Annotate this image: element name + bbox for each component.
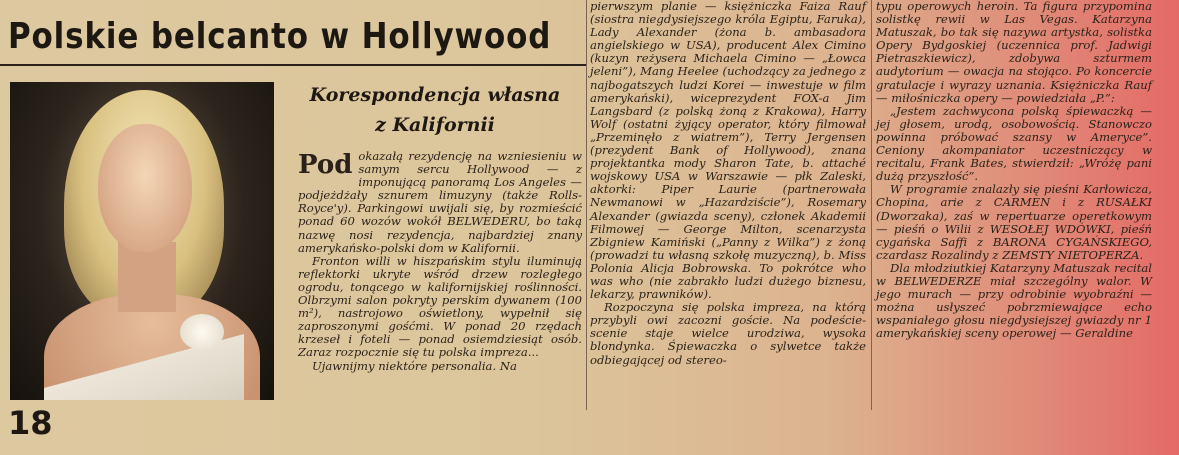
column-3-paragraph-4: Dla młodziutkiej Katarzyny Matuszak recital w BELWEDERZE miał szczególny walor. W jego murach — przy odrobinie wyobraźni — można usłyszeć pobrzmiewające echo wspaniałego głosu niegdysiejszej gwiazdy nr 1 amerykańskiej sceny operowej — Geraldine bbox=[876, 260, 1152, 341]
headline-rule bbox=[0, 64, 586, 66]
column-divider bbox=[586, 0, 587, 410]
drop-cap: Pod bbox=[298, 150, 353, 180]
column-1-paragraph-3: Ujawnijmy niektóre personalia. Na bbox=[312, 358, 517, 373]
column-2 bbox=[590, 0, 866, 367]
column-1-paragraph-1 bbox=[298, 150, 582, 255]
column-1-paragraph-1-text: okazałą rezydencję na wzniesieniu w samym sercu Hollywood — z imponującą panoramą Los Angeles — podjeżdżały sznurem limuzyny (także Rolls-Royce'y). Parkingowi uwijali się, by rozmieścić ponad 60 wozów wokół BELWEDERU, bo taką nazwę nosi rezydencja, najbardziej znany amerykańsko-polski dom w Kalifornii. bbox=[298, 149, 582, 255]
page-number: 18 bbox=[8, 404, 53, 442]
subhead-line-1: Korespondencja własna bbox=[309, 84, 561, 106]
photo-flower bbox=[180, 314, 224, 350]
singer-photo bbox=[10, 82, 274, 400]
headline: Polskie belcanto w Hollywood bbox=[8, 16, 552, 57]
column-1-paragraph-2: Fronton willi w hiszpańskim stylu iluminują reflektorki ukryte wśród drzew rozległego ogrodu, tonącego w kalifornijskiej roślinności. Olbrzymi salon pokryty perskim dywanem (100 m²), nastrojowo oświetlony, wypełnił się zaproszonymi gośćmi. W ponad 20 rzędach krzeseł i foteli — ponad osiemdziesiąt osób. Zaraz rozpocznie się tu polska impreza... bbox=[298, 253, 582, 360]
column-2-paragraph-1: pierwszym planie — księżniczka Faiza Rauf (siostra niegdysiejszego króla Egiptu, Faruka), Lady Alexander (żona b. ambasadora angielskiego w USA), producent Alex Cimino (kuzyn reżysera Michaela Cimino — „Łowca jeleni”), Mang Heelee (uchodzący za jednego z najbogatszych ludzi Korei — inwestuje w film amerykański), wiceprezydent FOX-a Jim Langsbard (z polską żoną z Krakowa), Harry Wolf (ostatni żyjący operator, który filmował „Przeminęło z wiatrem”), Terry Jergensen (prezydent Bank of Hollywood), znana projektantka mody Sharon Tate, b. attaché wojskowy USA w Warszawie — płk Zaleski, aktorki: Piper Laurie (partnerowała Newmanowi w „Hazardziście”), Rosemary Alexander (gwiazda sceny), członek Akademii Filmowej — George Milton, scenarzysta Zbigniew Kamiński („Panny z Wilka”) z żoną (prowadzi tu własną szkołę muzyczną), b. Miss Polonia Alicja Bobrowska. To pokrótce who was who (nie zabrakło ludzi dużego biznesu, lekarzy, prawników). bbox=[590, 0, 866, 302]
column-2-paragraph-2: Rozpoczyna się polska impreza, na którą przybyli owi zacozni goście. Na podeście-scenie staje wielce urodziwa, wysoka blondynka. Śpiewaczka o sylwetce także odbiegającej od stereo- bbox=[590, 300, 866, 367]
photo-neck bbox=[118, 242, 176, 312]
column-3-paragraph-3: W programie znalazły się pieśni Karłowicza, Chopina, arie z CARMEN i z RUSAŁKI (Dworzaka), zaś w repertuarze operetkowym — pieśń o Wilii z WESOŁEJ WDÓWKI, pieśń cygańska Saffi z BARONA CYGAŃSKIEGO, czardasz Rozalindy z ZEMSTY NIETOPERZA. bbox=[876, 182, 1152, 262]
subhead bbox=[290, 80, 580, 140]
column-1 bbox=[298, 150, 582, 373]
column-3-paragraph-2: „Jestem zachwycona polską śpiewaczką — jej głosem, urodą, osobowością. Stanowczo powinna próbować szansy w Ameryce”. Ceniony akompaniator uczestniczący w recitalu, Frank Bates, stwierdził: „Wróżę pani dużą przyszłość”. bbox=[876, 103, 1152, 184]
column-3-paragraph-1: typu operowych heroin. Ta figura przypomina solistkę rewii w Las Vegas. Katarzyna Matuszak, bo tak się nazywa artystka, solistka Opery Bydgoskiej (uczennica prof. Jadwigi Pietraszkiewicz), zdobywa szturmem audytorium — owacja na stojąco. Po koncercie gratulacje i wyrazy uznania. Księżniczka Rauf — miłośniczka opery — powiedziała „P.”: bbox=[876, 0, 1152, 105]
column-3 bbox=[876, 0, 1152, 340]
subhead-line-2: z Kalifornii bbox=[375, 114, 495, 136]
column-divider bbox=[871, 0, 872, 410]
photo-face bbox=[98, 124, 192, 252]
